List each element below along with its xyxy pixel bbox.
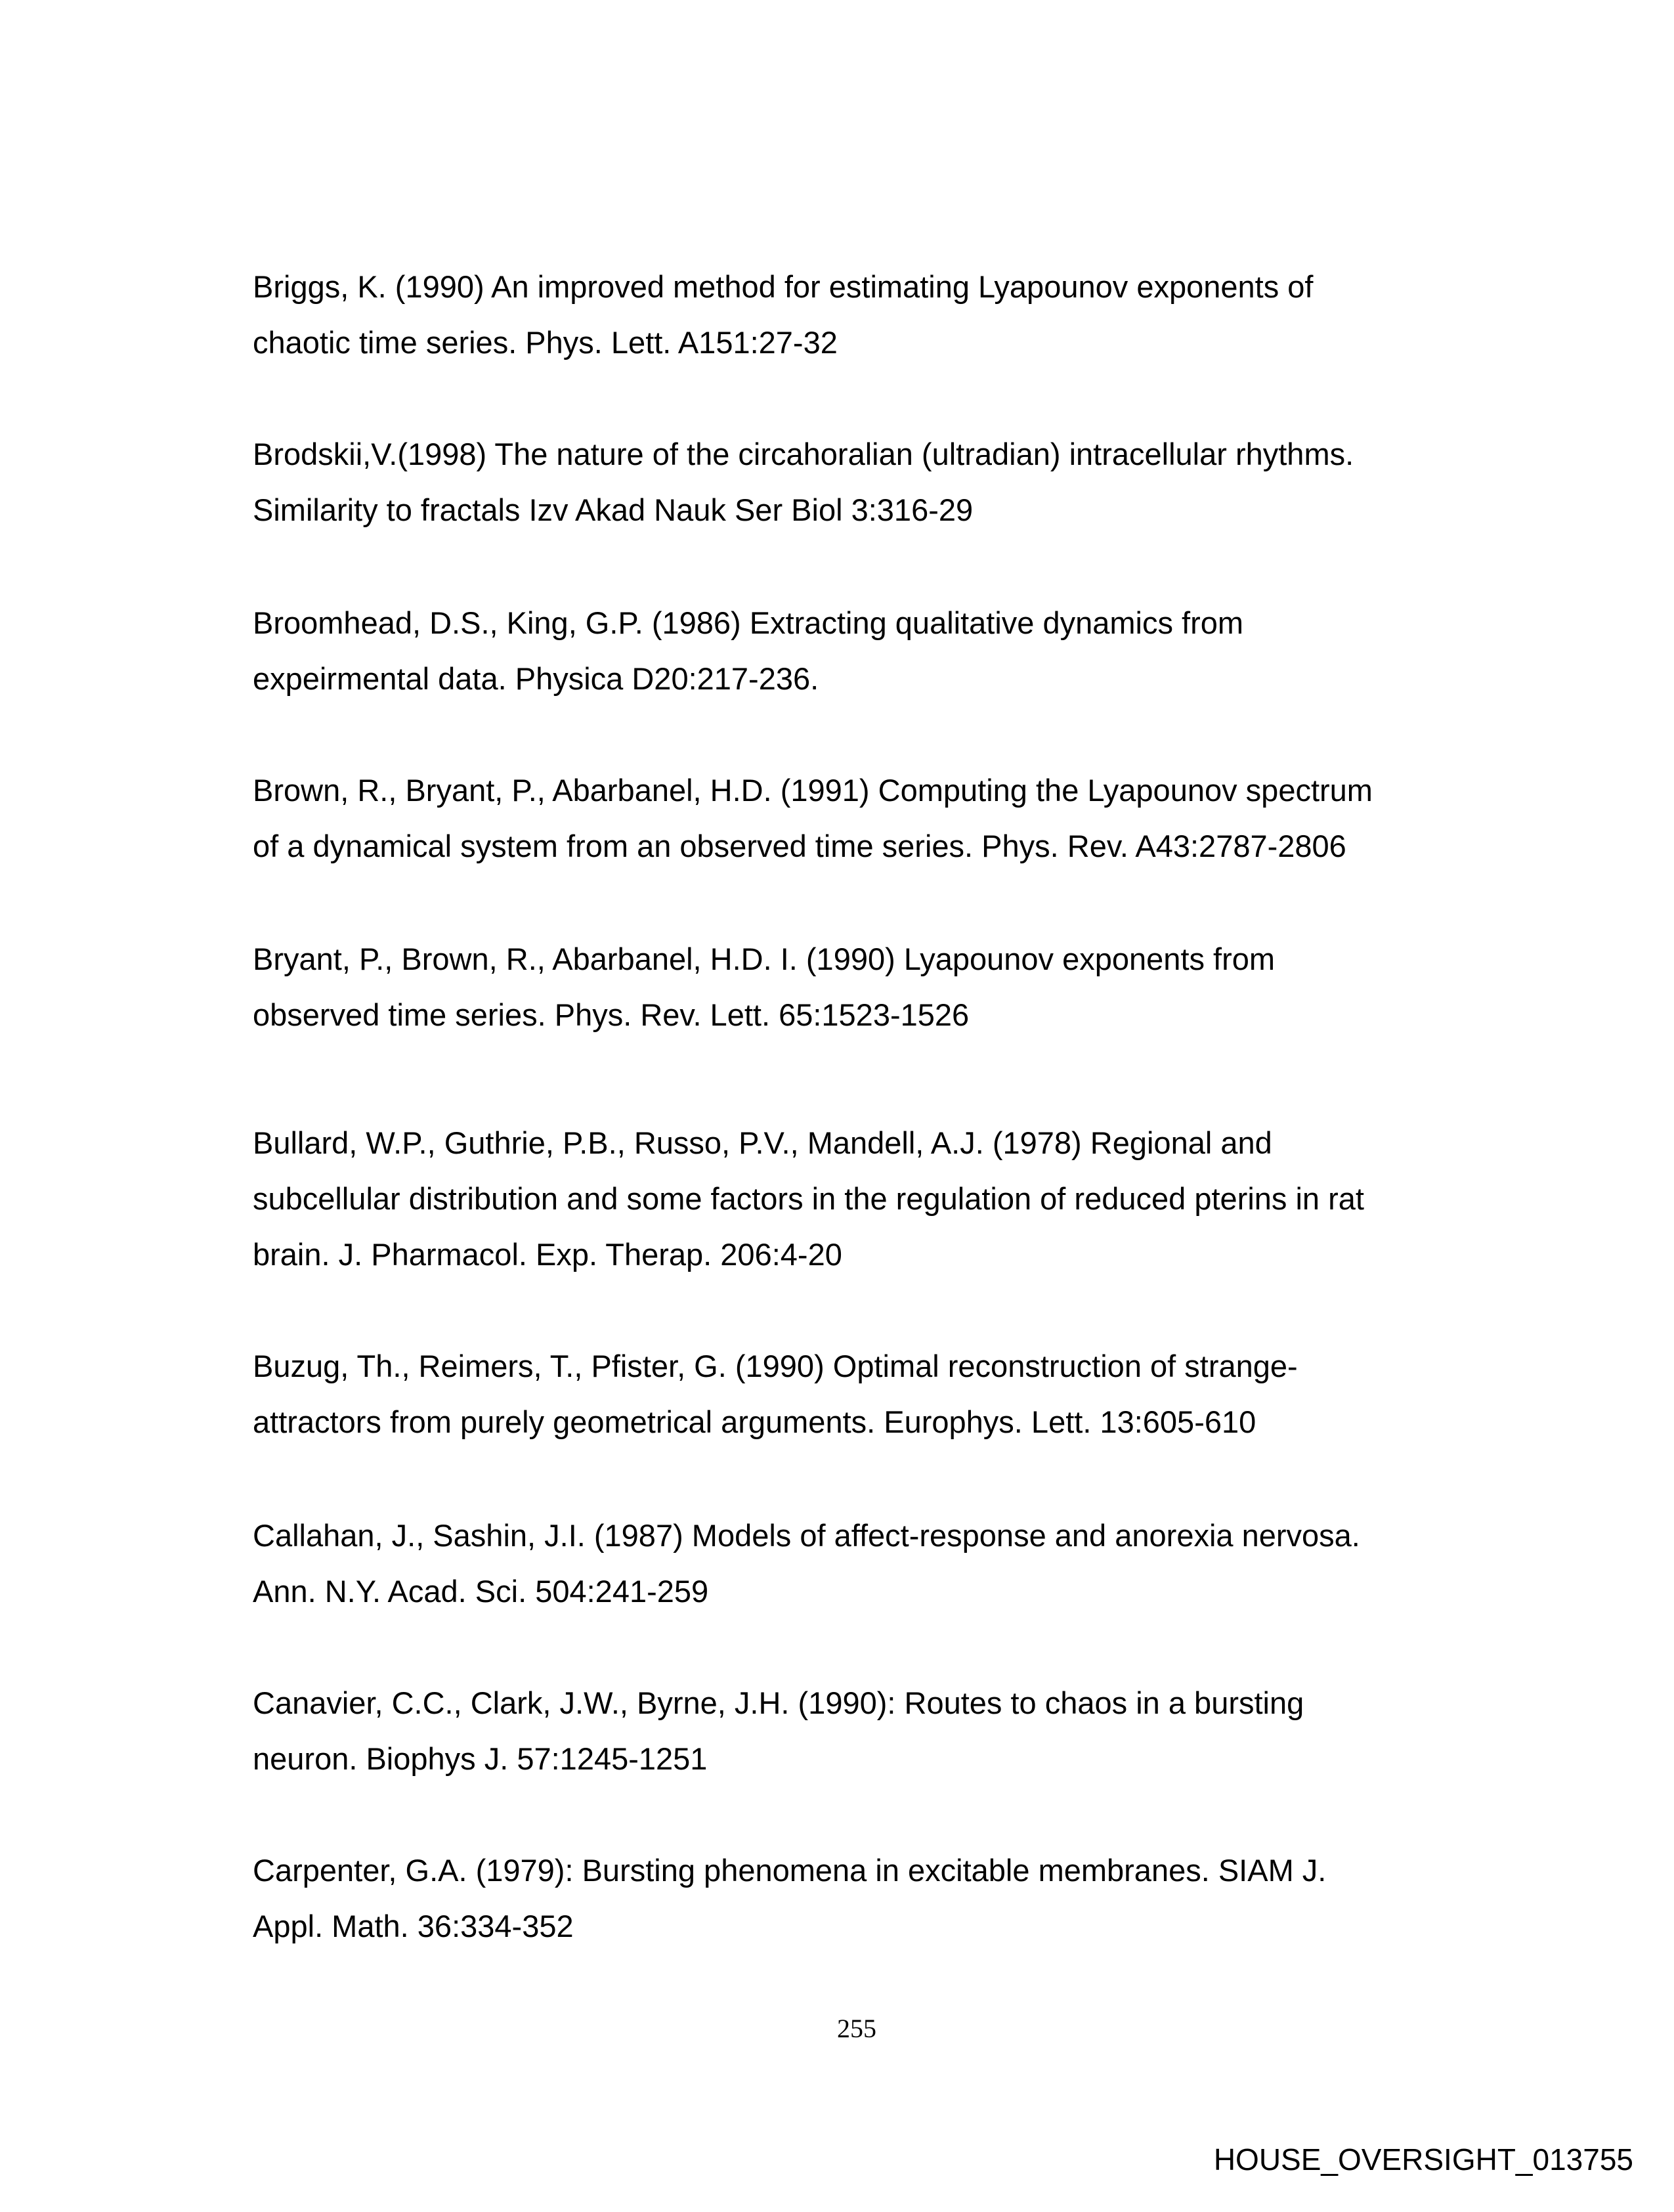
reference-line: Briggs, K. (1990) An improved method for estimating Lyapounov exponents of — [253, 269, 1314, 304]
reference-line: chaotic time series. Phys. Lett. A151:27-32 — [253, 325, 838, 360]
reference-entry — [253, 1115, 1364, 1282]
reference-entry — [253, 762, 1373, 874]
reference-line: Similarity to fractals Izv Akad Nauk Ser Biol 3:316-29 — [253, 492, 974, 527]
reference-line: expeirmental data. Physica D20:217-236. — [253, 661, 819, 696]
reference-line: Callahan, J., Sashin, J.I. (1987) Models of affect-response and anorexia nervosa. — [253, 1518, 1360, 1553]
reference-line: brain. J. Pharmacol. Exp. Therap. 206:4-20 — [253, 1237, 842, 1272]
reference-line: Appl. Math. 36:334-352 — [253, 1909, 574, 1943]
reference-line: Bullard, W.P., Guthrie, P.B., Russo, P.V., Mandell, A.J. (1978) Regional and — [253, 1125, 1272, 1160]
page-number: 255 — [837, 2014, 876, 2043]
reference-line: Carpenter, G.A. (1979): Bursting phenomena in excitable membranes. SIAM J. — [253, 1853, 1327, 1888]
reference-line: Broomhead, D.S., King, G.P. (1986) Extracting qualitative dynamics from — [253, 605, 1244, 640]
reference-line: neuron. Biophys J. 57:1245-1251 — [253, 1741, 708, 1776]
reference-entry — [253, 1842, 1326, 1954]
reference-line: Canavier, C.C., Clark, J.W., Byrne, J.H. (1990): Routes to chaos in a bursting — [253, 1685, 1304, 1720]
reference-entry — [253, 931, 1275, 1043]
reference-line: Buzug, Th., Reimers, T., Pfister, G. (1990) Optimal reconstruction of strange- — [253, 1349, 1298, 1383]
reference-entry — [253, 1338, 1298, 1450]
reference-entry — [253, 426, 1354, 538]
reference-entry — [253, 259, 1313, 370]
reference-line: of a dynamical system from an observed time series. Phys. Rev. A43:2787-2806 — [253, 829, 1346, 863]
reference-entry — [253, 1507, 1360, 1619]
reference-line: subcellular distribution and some factors in the regulation of reduced pterins in rat — [253, 1181, 1364, 1216]
reference-line: observed time series. Phys. Rev. Lett. 65:1523-1526 — [253, 997, 970, 1032]
reference-line: attractors from purely geometrical arguments. Europhys. Lett. 13:605-610 — [253, 1404, 1256, 1439]
reference-line: Ann. N.Y. Acad. Sci. 504:241-259 — [253, 1574, 709, 1609]
reference-line: Brodskii,V.(1998) The nature of the circahoralian (ultradian) intracellular rhythms. — [253, 437, 1354, 471]
document-id-footer: HOUSE_OVERSIGHT_013755 — [1213, 2142, 1633, 2177]
reference-line: Bryant, P., Brown, R., Abarbanel, H.D. I. (1990) Lyapounov exponents from — [253, 942, 1276, 976]
reference-line: Brown, R., Bryant, P., Abarbanel, H.D. (1991) Computing the Lyapounov spectrum — [253, 773, 1373, 808]
reference-entry — [253, 595, 1243, 706]
reference-entry — [253, 1675, 1304, 1787]
